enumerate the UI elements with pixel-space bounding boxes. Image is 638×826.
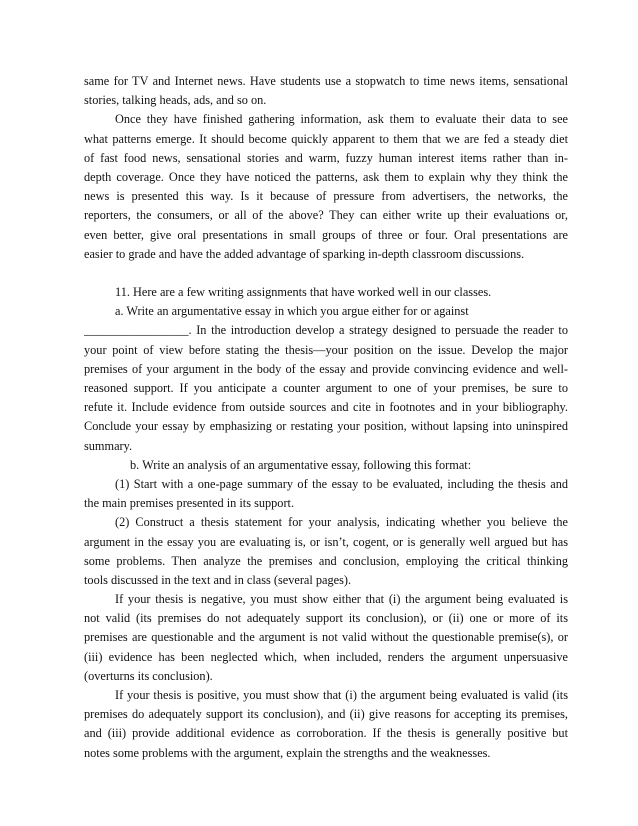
text-line: what patterns emerge. It should become quickly apparent to them that we are fed a steady diet [84,131,568,146]
text-line: same for TV and Internet news. Have students use a stopwatch to time news items, sensational [84,74,568,88]
text-line: even better, give oral presentations in small groups of three or four. Oral presentations are [84,227,568,242]
text-line: not valid (its premises do not adequately support its conclusion), or (ii) one or more of its [84,611,568,626]
document-body [84,72,568,763]
text-line: If your thesis is negative, you must show either that (i) the argument being evaluated is [115,592,568,607]
text-line: stories, talking heads, ads, and so on. [84,93,267,108]
text-line: 11. Here are a few writing assignments that have worked well in our classes. [115,285,492,300]
text-line: notes some problems with the argument, explain the strengths and the weaknesses. [84,745,491,760]
text-line: premises of your argument in the body of the essay and provide convincing evidence and well- [84,361,568,376]
text-line: of fast food news, sensational stories and warm, fuzzy human interest items rather than in- [84,150,568,165]
text-line: (overturns its conclusion). [84,668,213,683]
text-line: premises do adequately support its conclusion), and (ii) give reasons for accepting its premises, [84,707,568,722]
text-line: and (iii) provide additional evidence as corroboration. If the thesis is generally positive but [84,726,568,741]
text-line: (1) Start with a one-page summary of the essay to be evaluated, including the thesis and [115,476,568,491]
text-line: easier to grade and have the added advantage of sparking in-depth classroom discussions. [84,246,525,261]
text-line: b. Write an analysis of an argumentative essay, following this format: [130,457,472,472]
text-line: your point of view before stating the thesis—your position on the issue. Develop the major [84,342,568,357]
text-line: premises are questionable and the argument is not valid without the questionable premise(s), or [84,630,568,645]
text-line: news is presented this way. Is it because of pressure from advertisers, the networks, the [84,189,568,204]
blank-line [84,264,568,283]
text-line: summary. [84,438,133,453]
text-line: argument in the essay you are evaluating is, or isn’t, cogent, or is generally well argued but has [84,534,568,549]
text-line: (2) Construct a thesis statement for your analysis, indicating whether you believe the [115,515,568,530]
text-line: Conclude your essay by emphasizing or restating your position, without lapsing into uninspired [84,419,568,434]
text-line: reporters, the consumers, or all of the above? They can either write up their evaluations or, [84,208,568,223]
text-line: the main premises presented in its support. [84,496,295,511]
text-line: a. Write an argumentative essay in which you argue either for or against [115,304,469,319]
text-line: Once they have finished gathering information, ask them to evaluate their data to see [115,112,568,127]
text-line: some problems. Then analyze the premises and conclusion, employing the critical thinking [84,553,568,568]
text-line: refute it. Include evidence from outside sources and cite in footnotes and in your bibliography. [84,400,568,415]
text-line: depth coverage. Once they have noticed the patterns, ask them to explain why they think the [84,169,568,184]
text-line: (iii) evidence has been neglected which, when included, renders the argument unpersuasive [84,649,568,664]
text-line: tools discussed in the text and in class (several pages). [84,572,352,587]
text-line: reasoned support. If you anticipate a counter argument to one of your premises, be sure to [84,381,568,395]
text-line: If your thesis is positive, you must show that (i) the argument being evaluated is valid (its [115,688,568,702]
text-line: _________________. In the introduction develop a strategy designed to persuade the reader to [84,323,568,338]
